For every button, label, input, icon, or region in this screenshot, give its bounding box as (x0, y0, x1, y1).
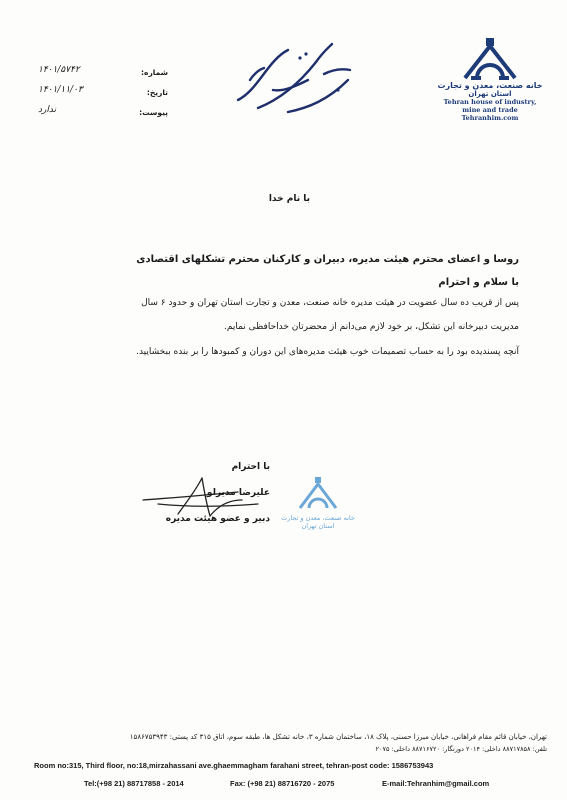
reference-date-value: ۱۴۰۱/۱۱/۰۳ (38, 85, 83, 95)
reference-number-value: ۱۴۰۱/۵۷۴۲ (38, 65, 80, 75)
reference-number-label: شماره: (141, 68, 168, 77)
reference-attachment-value: ندارد (38, 105, 57, 115)
letter-paragraph-line-1: پس از قریب ده سال عضویت در هیئت مدیره خانه صنعت، معدن و تجارت استان تهران و حدود ۶ سال (141, 298, 519, 308)
reference-date-label: تاریخ: (146, 88, 168, 97)
slogan-calligraphy-icon (228, 30, 368, 120)
footer-fax: Fax: (+98 21) 88716720 - 2075 (230, 779, 335, 788)
logo-org-name-fa: خانه صنعت، معدن و تجارت (437, 81, 543, 90)
logo-org-name-en-1: Tehran house of industry, (443, 98, 537, 106)
letter-paragraph-line-3: آنچه پسندیده بود را به حساب تصمیمات خوب هیئت مدیره‌های این دوران و کمبودها را بر بنده ببخشایید. (136, 347, 519, 357)
logo-org-name-en-2: mine and trade (462, 106, 518, 114)
letter-bismillah: با نام خدا (268, 194, 310, 204)
letter-paragraph-line-2: مدیریت دبیرخانه این تشکل، بر خود لازم می‌دانم از محضرتان خداحافظی نمایم. (224, 322, 519, 332)
footer-address-en: Room no:315, Third floor, no:18,mirzahassani ave.ghaemmagham farahani street, tehran-post code: 1586753943 (34, 761, 434, 770)
footer-email: E-mail:Tehranhim@gmail.com (382, 779, 490, 788)
arch-logo-icon (459, 36, 521, 80)
reference-date-row (38, 85, 168, 108)
reference-block (38, 65, 168, 128)
letter-greeting: با سلام و احترام (438, 277, 519, 288)
signature-closing: با احترام (231, 462, 270, 472)
organization-stamp (280, 476, 356, 530)
reference-attachment-row (38, 105, 168, 128)
stamp-line-1: خانه صنعت، معدن و تجارت (281, 514, 355, 522)
letter-recipients: روسا و اعضای محترم هیئت مدیره، دبیران و کارکنان محترم تشکلهای اقتصادی (136, 254, 519, 265)
signature-title: دبیر و عضو هیئت مدیره (165, 514, 270, 524)
footer-tel: Tel:(+98 21) 88717858 - 2014 (84, 779, 184, 788)
stamp-line-2: استان تهران (301, 522, 335, 530)
logo-org-city-fa: استان تهران (468, 90, 512, 98)
organization-logo (431, 36, 549, 122)
logo-website: Tehranhim.com (461, 114, 519, 122)
footer-address-fa: تهران، خیابان قائم مقام فراهانی، خیابان میرزا حسنی، پلاک ۱۸، ساختمان شماره ۳، خانه تشکل ها، طبقه سوم، اتاق ۳۱۵ کد پستی: ۱۵۸۶۷۵۳۹۴۳ (129, 733, 547, 741)
stamp-arch-icon (296, 476, 340, 510)
footer-phones-fa: تلفن: ۸۸۷۱۷۸۵۸ داخلی: ۲۰۱۴ دورنگار: ۸۸۷۱۶۷۲۰ داخلی: ۲۰۷۵ (375, 745, 547, 753)
reference-attachment-label: پیوست: (139, 108, 168, 117)
signature-name: علیرضا مدیرلو (206, 488, 270, 498)
